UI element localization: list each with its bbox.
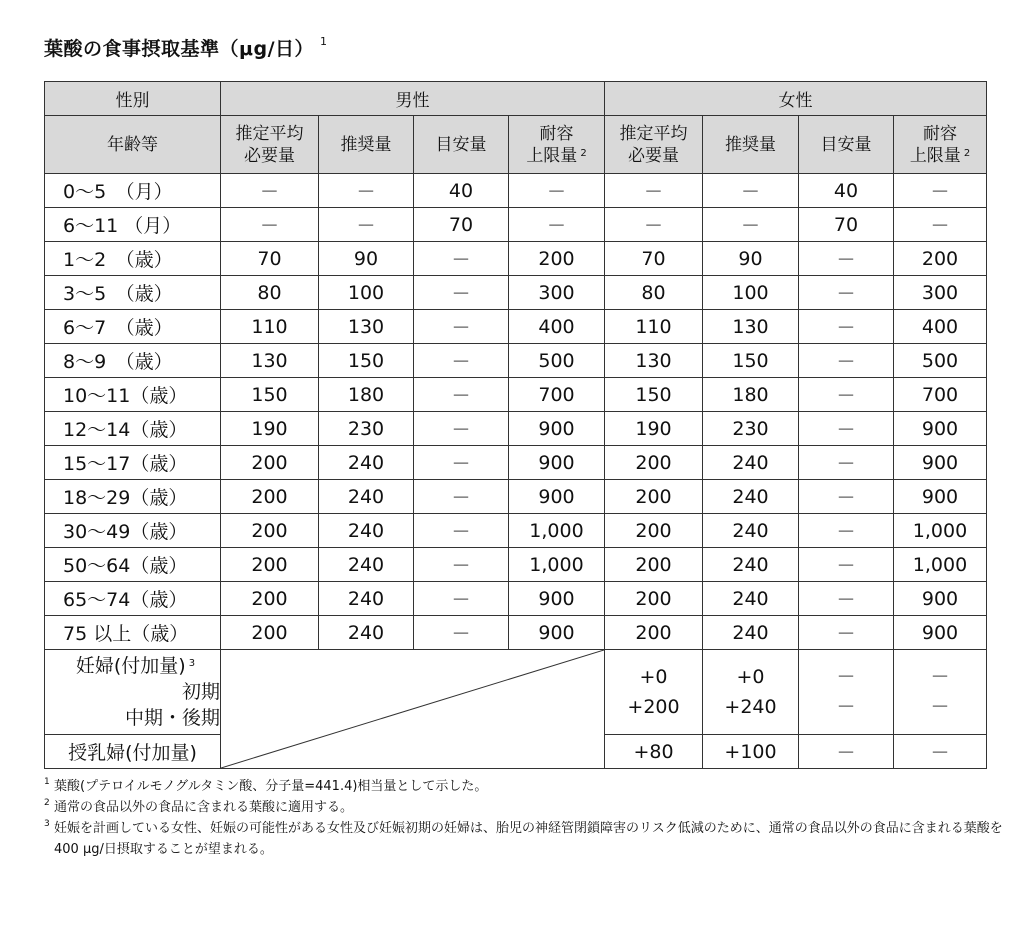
lactating-label: 授乳婦(付加量) [45,735,221,769]
male-header: 男性 [221,82,605,116]
male-value-cell: 40 [414,174,509,208]
female-value-cell: 150 [605,378,703,412]
female-value-cell: 200 [605,616,703,650]
early-value: － [836,666,856,688]
male-value-cell: － [414,242,509,276]
male-value-cell: 200 [221,616,319,650]
male-value-cell: 240 [319,582,414,616]
male-value-cell: － [414,344,509,378]
male-value-cell: 700 [509,378,605,412]
mid-late-period-label: 中期・後期 [124,707,220,729]
pregnant-label-cell [45,650,221,735]
male-value-cell: 200 [221,446,319,480]
male-value-cell: － [414,548,509,582]
female-value-cell: － [605,174,703,208]
female-value-cell: 900 [894,446,987,480]
age-cell: 10～11（歳） [45,378,221,412]
age-cell: 65～74（歳） [45,582,221,616]
male-value-cell: － [509,208,605,242]
age-cell: 12～14（歳） [45,412,221,446]
age-cell: 30～49（歳） [45,514,221,548]
title-footnote-mark: 1 [320,34,328,48]
female-value-cell: 240 [703,582,799,616]
male-value-cell: 130 [221,344,319,378]
male-value-cell: 900 [509,616,605,650]
male-value-cell: 90 [319,242,414,276]
male-value-cell: 110 [221,310,319,344]
col-header-line: 必要量 [628,145,679,166]
male-value-cell: 300 [509,276,605,310]
female-value-cell: － [703,208,799,242]
table-row [45,446,987,480]
female-value-cell: 900 [894,480,987,514]
female-value-cell: 240 [703,548,799,582]
late-value: － [930,696,950,718]
male-value-cell: 150 [221,378,319,412]
age-cell: 3～5 （歳） [45,276,221,310]
male-col-header [509,116,605,174]
female-value-cell: 230 [703,412,799,446]
male-col-header [319,116,414,174]
female-value-cell: 200 [605,548,703,582]
early-value: +0 [639,666,668,688]
col-header-line: 耐容 [923,123,957,144]
female-value-cell: 70 [799,208,894,242]
male-value-cell: 240 [319,480,414,514]
age-cell: 6～11 （月） [45,208,221,242]
male-value-cell: 200 [509,242,605,276]
footnote [44,797,1004,818]
footnote-mark: 2 [44,798,50,808]
male-value-cell: － [319,208,414,242]
female-value-cell: 900 [894,412,987,446]
female-value-cell: － [799,514,894,548]
female-value-cell: 400 [894,310,987,344]
col-header-line: 目安量 [435,134,487,155]
male-value-cell: 900 [509,582,605,616]
male-value-cell: 240 [319,446,414,480]
female-value-cell: 1,000 [894,514,987,548]
female-value-cell: － [799,276,894,310]
male-value-cell: － [414,514,509,548]
female-value-cell: 90 [703,242,799,276]
female-value-cell: 100 [703,276,799,310]
age-cell: 50～64（歳） [45,548,221,582]
male-value-cell: 240 [319,514,414,548]
early-period-label: 初期 [181,681,220,703]
table-row [45,174,987,208]
female-value-cell: － [799,446,894,480]
female-value-cell: 240 [703,616,799,650]
pregnant-female-cell [605,650,703,735]
table-title [44,34,328,61]
lactating-female-cell: +80 [605,735,703,769]
header-row-columns [45,116,987,174]
table-row [45,276,987,310]
male-value-cell: － [319,174,414,208]
male-value-cell: 500 [509,344,605,378]
male-value-cell: 180 [319,378,414,412]
male-value-cell: － [414,446,509,480]
lactating-female-cell: +100 [703,735,799,769]
male-value-cell: 200 [221,548,319,582]
female-value-cell: － [799,480,894,514]
col-header-line: 上限量 [526,145,578,166]
col-header-line: 目安量 [820,134,872,155]
male-value-cell: － [414,616,509,650]
female-value-cell: 80 [605,276,703,310]
male-value-cell: － [221,174,319,208]
table-row [45,514,987,548]
table-row [45,310,987,344]
female-value-cell: 130 [605,344,703,378]
late-value: +200 [627,696,680,718]
header-row-sex [45,82,987,116]
female-header: 女性 [605,82,987,116]
male-value-cell: 900 [509,446,605,480]
title-text: 葉酸の食事摂取基準（μg/日） [44,38,315,60]
female-value-cell: 180 [703,378,799,412]
late-value: － [836,696,856,718]
col-footnote-mark: 2 [963,147,971,159]
footnote [44,818,1004,860]
female-value-cell: 300 [894,276,987,310]
female-value-cell: 700 [894,378,987,412]
table-row [45,344,987,378]
female-value-cell: 200 [605,480,703,514]
pregnant-footnote-mark: 3 [188,658,196,669]
male-value-cell: － [414,480,509,514]
female-col-header [605,116,703,174]
footnote-mark: 1 [44,777,50,787]
table-row [45,616,987,650]
female-value-cell: 500 [894,344,987,378]
col-header-line: 耐容 [539,123,574,144]
male-value-cell: 70 [414,208,509,242]
pregnant-female-cell [703,650,799,735]
early-value: － [930,666,950,688]
male-value-cell: － [414,582,509,616]
female-value-cell: － [799,616,894,650]
female-col-header [703,116,799,174]
male-col-header [414,116,509,174]
male-value-cell: 190 [221,412,319,446]
male-value-cell: 80 [221,276,319,310]
footnote-text: 通常の食品以外の食品に含まれる葉酸に適用する。 [54,800,354,815]
female-value-cell: － [799,242,894,276]
female-value-cell: － [605,208,703,242]
col-header-line: 必要量 [244,145,295,166]
age-cell: 1～2 （歳） [45,242,221,276]
footnotes [44,776,1004,860]
table-row [45,378,987,412]
footnote-text: 葉酸(プテロイルモノグルタミン酸、分子量=441.4)相当量として示した。 [54,779,488,794]
diagonal-line [221,650,604,768]
sex-header: 性別 [45,82,221,116]
female-value-cell: 900 [894,616,987,650]
female-col-header [894,116,987,174]
table-row [45,480,987,514]
female-value-cell: 190 [605,412,703,446]
age-cell: 15～17（歳） [45,446,221,480]
male-value-cell: 130 [319,310,414,344]
male-value-cell: － [509,174,605,208]
pregnant-row [45,650,987,735]
late-value: +240 [724,696,777,718]
diagonal-empty-cell [221,650,605,769]
male-value-cell: 70 [221,242,319,276]
footnote-mark: 3 [44,819,50,829]
male-value-cell: － [414,310,509,344]
table-row [45,412,987,446]
male-value-cell: 400 [509,310,605,344]
pregnant-female-cell [894,650,987,735]
female-value-cell: 200 [605,446,703,480]
male-value-cell: 200 [221,480,319,514]
male-value-cell: － [414,412,509,446]
male-value-cell: － [221,208,319,242]
footnote [44,776,1004,797]
male-col-header [221,116,319,174]
lactating-female-cell: － [894,735,987,769]
age-cell: 18～29（歳） [45,480,221,514]
male-value-cell: 240 [319,616,414,650]
col-header-line: 推奨量 [340,134,392,155]
male-value-cell: 1,000 [509,514,605,548]
female-value-cell: 40 [799,174,894,208]
female-value-cell: 1,000 [894,548,987,582]
table-row [45,242,987,276]
female-value-cell: － [703,174,799,208]
table-row [45,582,987,616]
female-value-cell: － [799,548,894,582]
male-value-cell: 100 [319,276,414,310]
col-header-line: 推定平均 [235,123,304,144]
female-value-cell: 240 [703,514,799,548]
col-header-line: 推定平均 [619,123,688,144]
age-cell: 6～7 （歳） [45,310,221,344]
footnote-text: 妊娠を計画している女性、妊娠の可能性がある女性及び妊娠初期の妊婦は、胎児の神経管閉鎖障害のリスク低減のために、通常の食品以外の食品に含まれる葉酸を 400 μg/日摂取することが望まれる。 [54,821,1003,857]
male-value-cell: － [414,378,509,412]
male-value-cell: 1,000 [509,548,605,582]
table-row [45,208,987,242]
male-value-cell: 240 [319,548,414,582]
female-col-header [799,116,894,174]
female-value-cell: 150 [703,344,799,378]
male-value-cell: 150 [319,344,414,378]
table-row [45,548,987,582]
pregnant-female-cell [799,650,894,735]
male-value-cell: － [414,276,509,310]
lactating-female-cell: － [799,735,894,769]
male-value-cell: 900 [509,480,605,514]
female-value-cell: － [894,174,987,208]
female-value-cell: 200 [605,582,703,616]
female-value-cell: 70 [605,242,703,276]
male-value-cell: 900 [509,412,605,446]
early-value: +0 [736,666,765,688]
male-value-cell: 230 [319,412,414,446]
folate-intake-table [44,81,987,769]
female-value-cell: 130 [703,310,799,344]
age-cell: 0～5 （月） [45,174,221,208]
pregnant-label: 妊婦(付加量) [75,655,186,677]
male-value-cell: 200 [221,514,319,548]
female-value-cell: 240 [703,446,799,480]
female-value-cell: － [799,378,894,412]
female-value-cell: 200 [894,242,987,276]
female-value-cell: － [799,582,894,616]
female-value-cell: － [799,344,894,378]
female-value-cell: 240 [703,480,799,514]
female-value-cell: 110 [605,310,703,344]
age-cell: 75 以上（歳） [45,616,221,650]
age-cell: 8～9 （歳） [45,344,221,378]
col-header-line: 上限量 [909,145,961,166]
female-value-cell: 900 [894,582,987,616]
age-header: 年齢等 [45,116,221,174]
female-value-cell: － [799,310,894,344]
col-header-line: 推奨量 [725,134,776,155]
female-value-cell: 200 [605,514,703,548]
col-footnote-mark: 2 [580,147,587,159]
male-value-cell: 200 [221,582,319,616]
female-value-cell: － [799,412,894,446]
female-value-cell: － [894,208,987,242]
